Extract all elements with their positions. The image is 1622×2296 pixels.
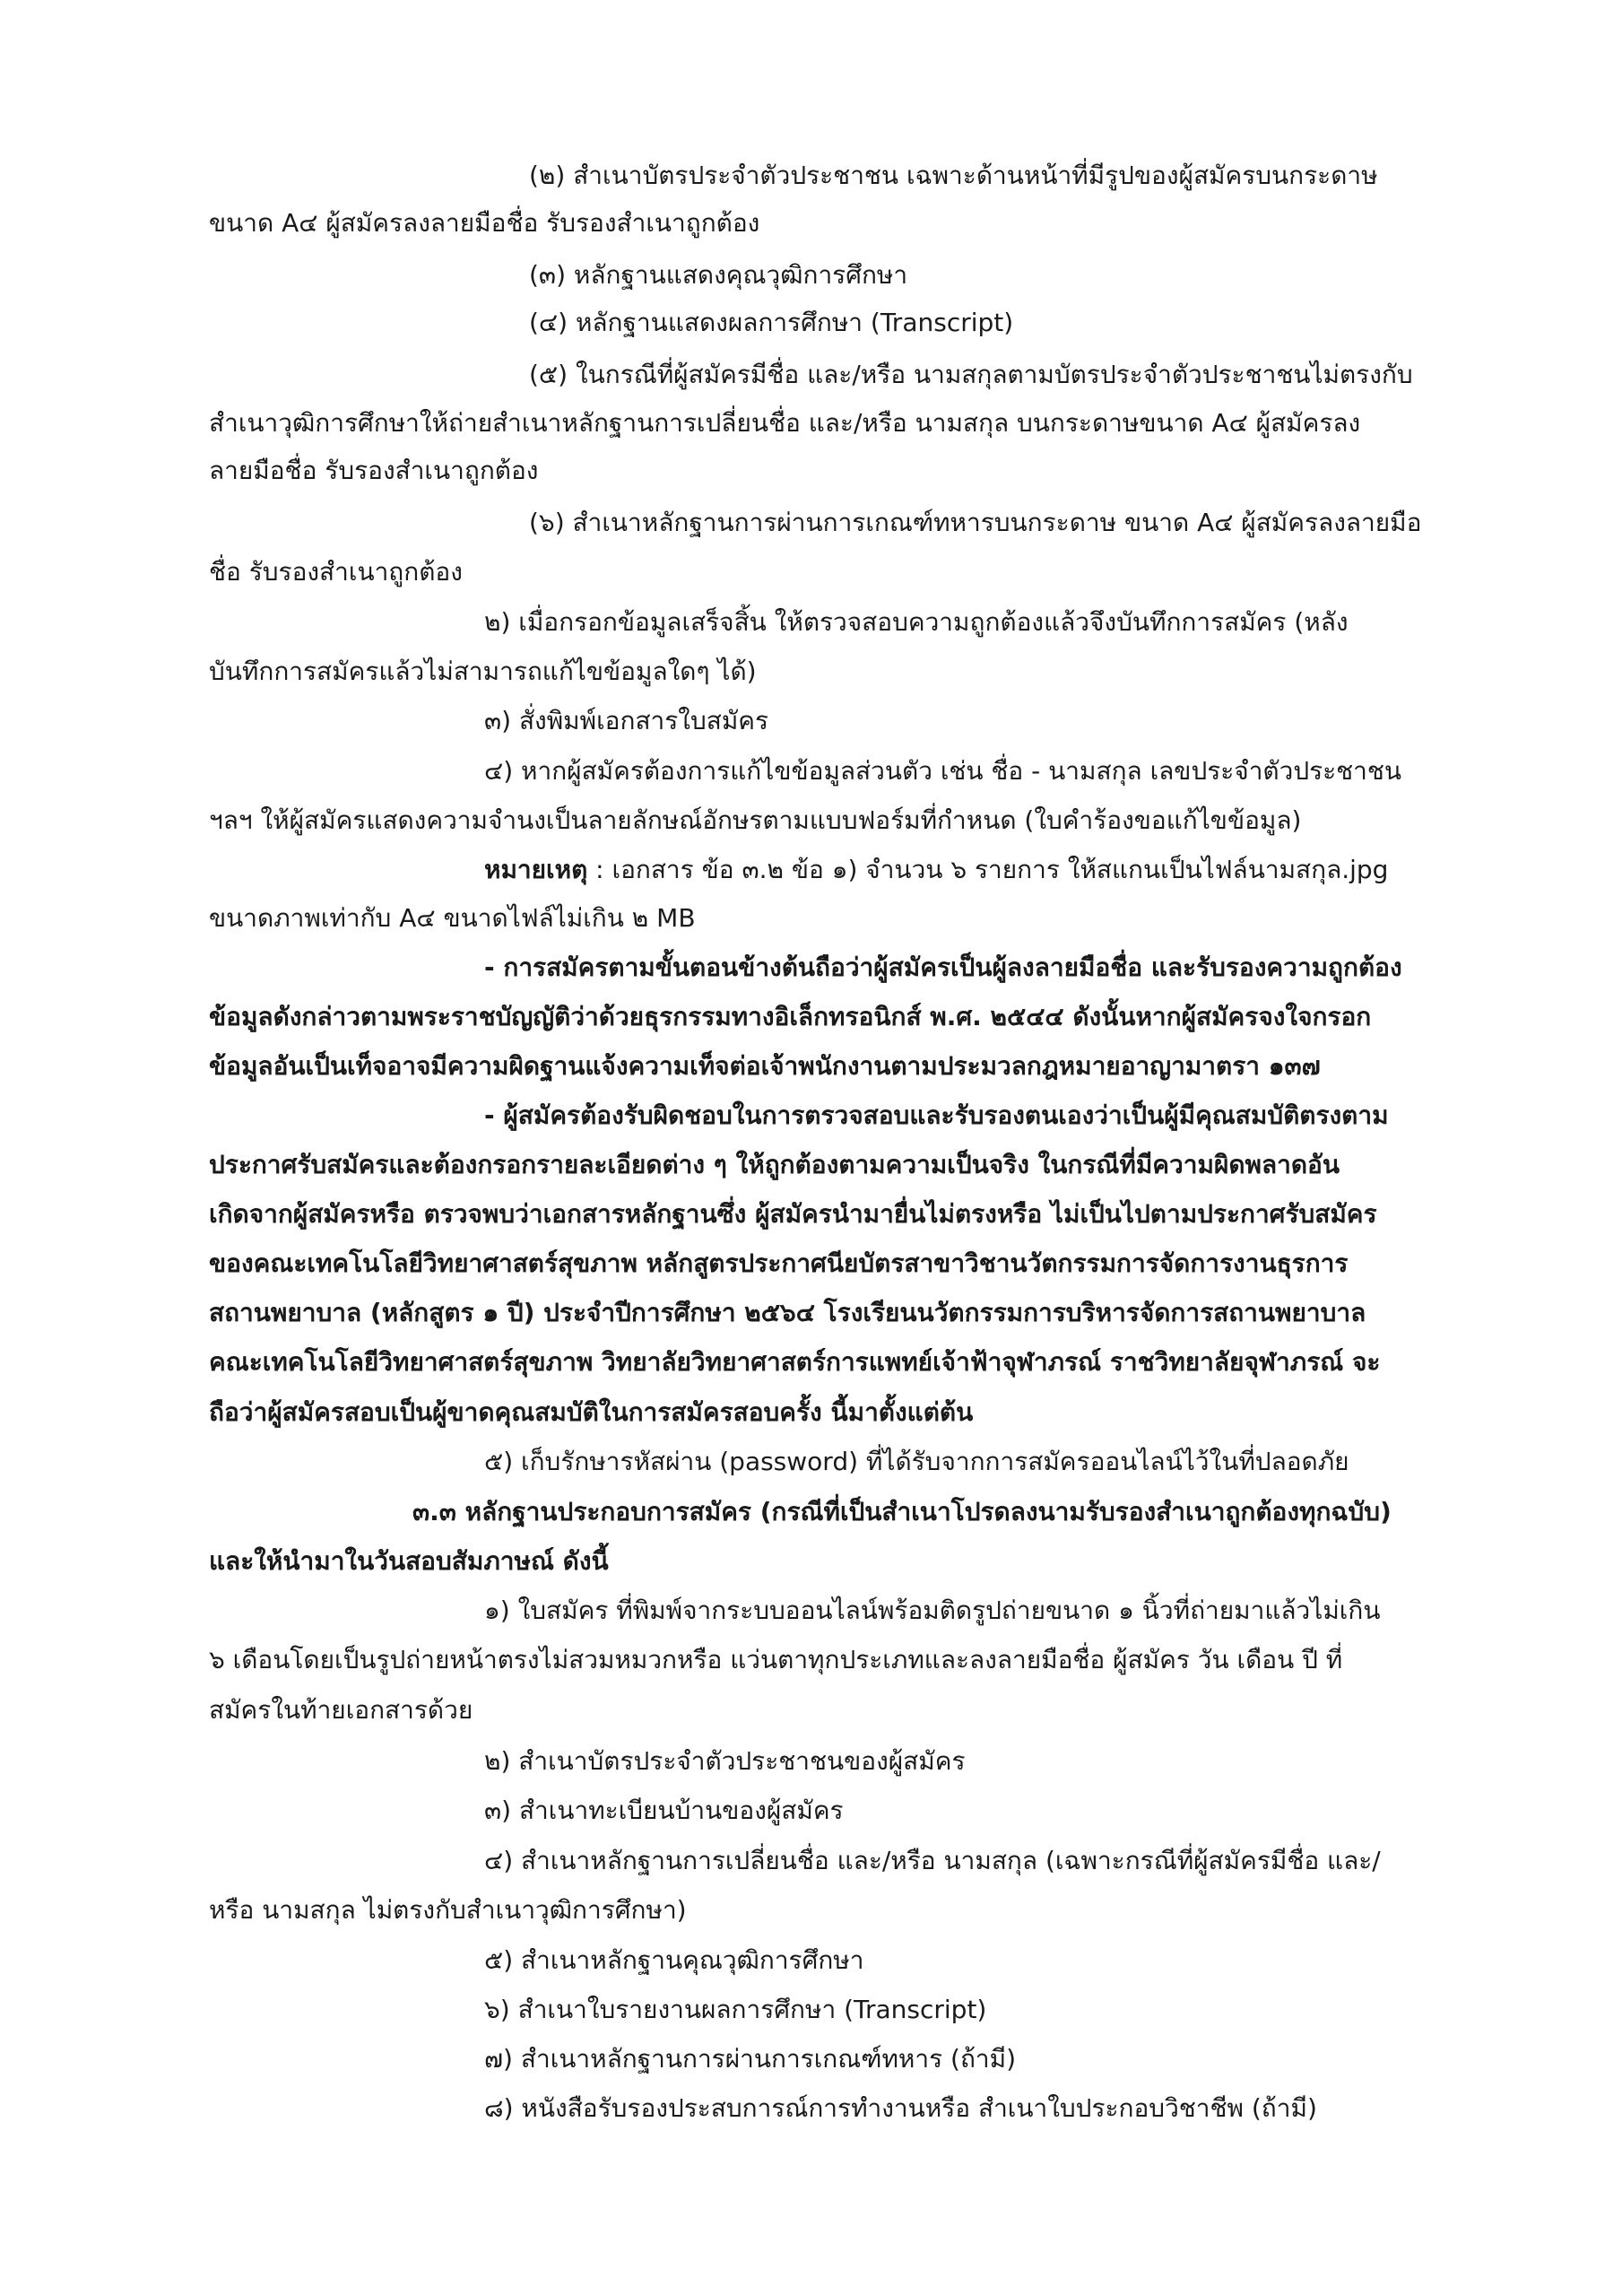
doc-line-bold: - ผู้สมัครต้องรับผิดชอบในการตรวจสอบและรับรองตนเองว่าเป็นผู้มีคุณสมบัติตรงตาม: [484, 1100, 1389, 1130]
doc-line: สมัครในท้ายเอกสารด้วย: [209, 1695, 473, 1725]
doc-line-bold: ถือว่าผู้สมัครสอบเป็นผู้ขาดคุณสมบัติในการสมัครสอบครั้ง นี้มาตั้งแต่ต้น: [209, 1397, 974, 1427]
doc-line: (๒) สำเนาบัตรประจำตัวประชาชน เฉพาะด้านหน้าที่มีรูปของผู้สมัครบนกระดาษ: [529, 161, 1378, 190]
note-text: : เอกสาร ข้อ ๓.๒ ข้อ ๑) จำนวน ๖ รายการ ให้สแกนเป็นไฟล์นามสกุล.jpg: [587, 855, 1389, 884]
doc-line: ๕) เก็บรักษารหัสผ่าน (password) ที่ได้รับจากการสมัครออนไลน์ไว้ในที่ปลอดภัย: [484, 1447, 1349, 1476]
doc-line-bold: - การสมัครตามขั้นตอนข้างต้นถือว่าผู้สมัครเป็นผู้ลงลายมือชื่อ และรับรองความถูกต้อง: [484, 952, 1402, 982]
doc-line: ๒) เมื่อกรอกข้อมูลเสร็จสิ้น ให้ตรวจสอบความถูกต้องแล้วจึงบันทึกการสมัคร (หลัง: [484, 607, 1349, 637]
doc-line: ขนาด A๔ ผู้สมัครลงลายมือชื่อ รับรองสำเนาถูกต้อง: [209, 208, 760, 238]
doc-line: ขนาดภาพเท่ากับ A๔ ขนาดไฟล์ไม่เกิน ๒ MB: [209, 903, 696, 933]
doc-line: (๕) ในกรณีที่ผู้สมัครมีชื่อ และ/หรือ นามสกุลตามบัตรประจำตัวประชาชนไม่ตรงกับ: [529, 360, 1413, 389]
doc-line-bold: ข้อมูลดังกล่าวตามพระราชบัญญัติว่าด้วยธุรกรรมทางอิเล็กทรอนิกส์ พ.ศ. ๒๕๔๔ ดังนั้นหากผู้สมัครจงใจกรอก: [209, 1002, 1372, 1031]
doc-line: ๘) หนังสือรับรองประสบการณ์การทำงานหรือ สำเนาใบประกอบวิชาชีพ (ถ้ามี): [484, 2093, 1317, 2123]
doc-line: ๖ เดือนโดยเป็นรูปถ่ายหน้าตรงไม่สวมหมวกหรือ แว่นตาทุกประเภทและลงลายมือชื่อ ผู้สมัคร วัน เดือน ปี ที่: [209, 1645, 1343, 1674]
doc-line: ลายมือชื่อ รับรองสำเนาถูกต้อง: [209, 456, 539, 485]
section-heading: และให้นำมาในวันสอบสัมภาษณ์ ดังนี้: [209, 1546, 609, 1576]
doc-line: ๓) สำเนาทะเบียนบ้านของผู้สมัคร: [484, 1796, 844, 1825]
doc-line: ฯลฯ ให้ผู้สมัครแสดงความจำนงเป็นลายลักษณ์อักษรตามแบบฟอร์มที่กำหนด (ใบคำร้องขอแก้ไขข้อมูล): [209, 805, 1302, 835]
doc-line: ๒) สำเนาบัตรประจำตัวประชาชนของผู้สมัคร: [484, 1746, 966, 1776]
doc-line-bold: ประกาศรับสมัครและต้องกรอกรายละเอียดต่าง ๆ ให้ถูกต้องตามความเป็นจริง ในกรณีที่มีความผิดพลาดอัน: [209, 1150, 1340, 1179]
doc-line: หรือ นามสกุล ไม่ตรงกับสำเนาวุฒิการศึกษา): [209, 1895, 687, 1925]
doc-line: ๕) สำเนาหลักฐานคุณวุฒิการศึกษา: [484, 1945, 864, 1975]
doc-line: ชื่อ รับรองสำเนาถูกต้อง: [209, 557, 463, 587]
doc-line: (๖) สำเนาหลักฐานการผ่านการเกณฑ์ทหารบนกระดาษ ขนาด A๔ ผู้สมัครลงลายมือ: [529, 508, 1422, 537]
doc-line: ๑) ใบสมัคร ที่พิมพ์จากระบบออนไลน์พร้อมติดรูปถ่ายขนาด ๑ นิ้วที่ถ่ายมาแล้วไม่เกิน: [484, 1596, 1381, 1625]
doc-line: ๖) สำเนาใบรายงานผลการศึกษา (Transcript): [484, 1995, 987, 2024]
doc-line-bold: สถานพยาบาล (หลักสูตร ๑ ปี) ประจำปีการศึกษา ๒๕๖๔ โรงเรียนนวัตกรรมการบริหารจัดการสถานพยาบาล: [209, 1298, 1366, 1327]
doc-line: ๔) สำเนาหลักฐานการเปลี่ยนชื่อ และ/หรือ นามสกุล (เฉพาะกรณีที่ผู้สมัครมีชื่อ และ/: [484, 1846, 1381, 1875]
doc-line-bold: เกิดจากผู้สมัครหรือ ตรวจพบว่าเอกสารหลักฐานซึ่ง ผู้สมัครนำมายื่นไม่ตรงหรือ ไม่เป็นไปตามประกาศรับสมัคร: [209, 1199, 1377, 1229]
section-heading: ๓.๓ หลักฐานประกอบการสมัคร (กรณีที่เป็นสำเนาโปรดลงนามรับรองสำเนาถูกต้องทุกฉบับ): [412, 1497, 1392, 1526]
doc-line: ๓) สั่งพิมพ์เอกสารใบสมัคร: [484, 706, 769, 735]
note-line: [484, 848, 1388, 891]
doc-line: (๓) หลักฐานแสดงคุณวุฒิการศึกษา: [529, 260, 908, 290]
doc-line: (๔) หลักฐานแสดงผลการศึกษา (Transcript): [529, 308, 1014, 337]
doc-line: บันทึกการสมัครแล้วไม่สามารถแก้ไขข้อมูลใดๆ ได้): [209, 657, 757, 686]
doc-line: สำเนาวุฒิการศึกษาให้ถ่ายสำเนาหลักฐานการเปลี่ยนชื่อ และ/หรือ นามสกุล บนกระดาษขนาด A๔ ผู้สมัครลง: [209, 408, 1361, 438]
doc-line-bold: ข้อมูลอันเป็นเท็จอาจมีความผิดฐานแจ้งความเท็จต่อเจ้าพนักงานตามประมวลกฎหมายอาญามาตรา ๑๓๗: [209, 1051, 1321, 1081]
doc-line-bold: คณะเทคโนโลยีวิทยาศาสตร์สุขภาพ วิทยาลัยวิทยาศาสตร์การแพทย์เจ้าฟ้าจุฬาภรณ์ ราชวิทยาลัยจุฬาภรณ์ จะ: [209, 1347, 1381, 1377]
doc-line-bold: ของคณะเทคโนโลยีวิทยาศาสตร์สุขภาพ หลักสูตรประกาศนียบัตรสาขาวิชานวัตกรรมการจัดการงานธุรการ: [209, 1248, 1349, 1278]
doc-line: ๔) หากผู้สมัครต้องการแก้ไขข้อมูลส่วนตัว เช่น ชื่อ - นามสกุล เลขประจำตัวประชาชน: [484, 756, 1402, 786]
doc-line: ๗) สำเนาหลักฐานการผ่านการเกณฑ์ทหาร (ถ้ามี): [484, 2044, 1017, 2074]
note-label: หมายเหตุ: [484, 855, 588, 884]
